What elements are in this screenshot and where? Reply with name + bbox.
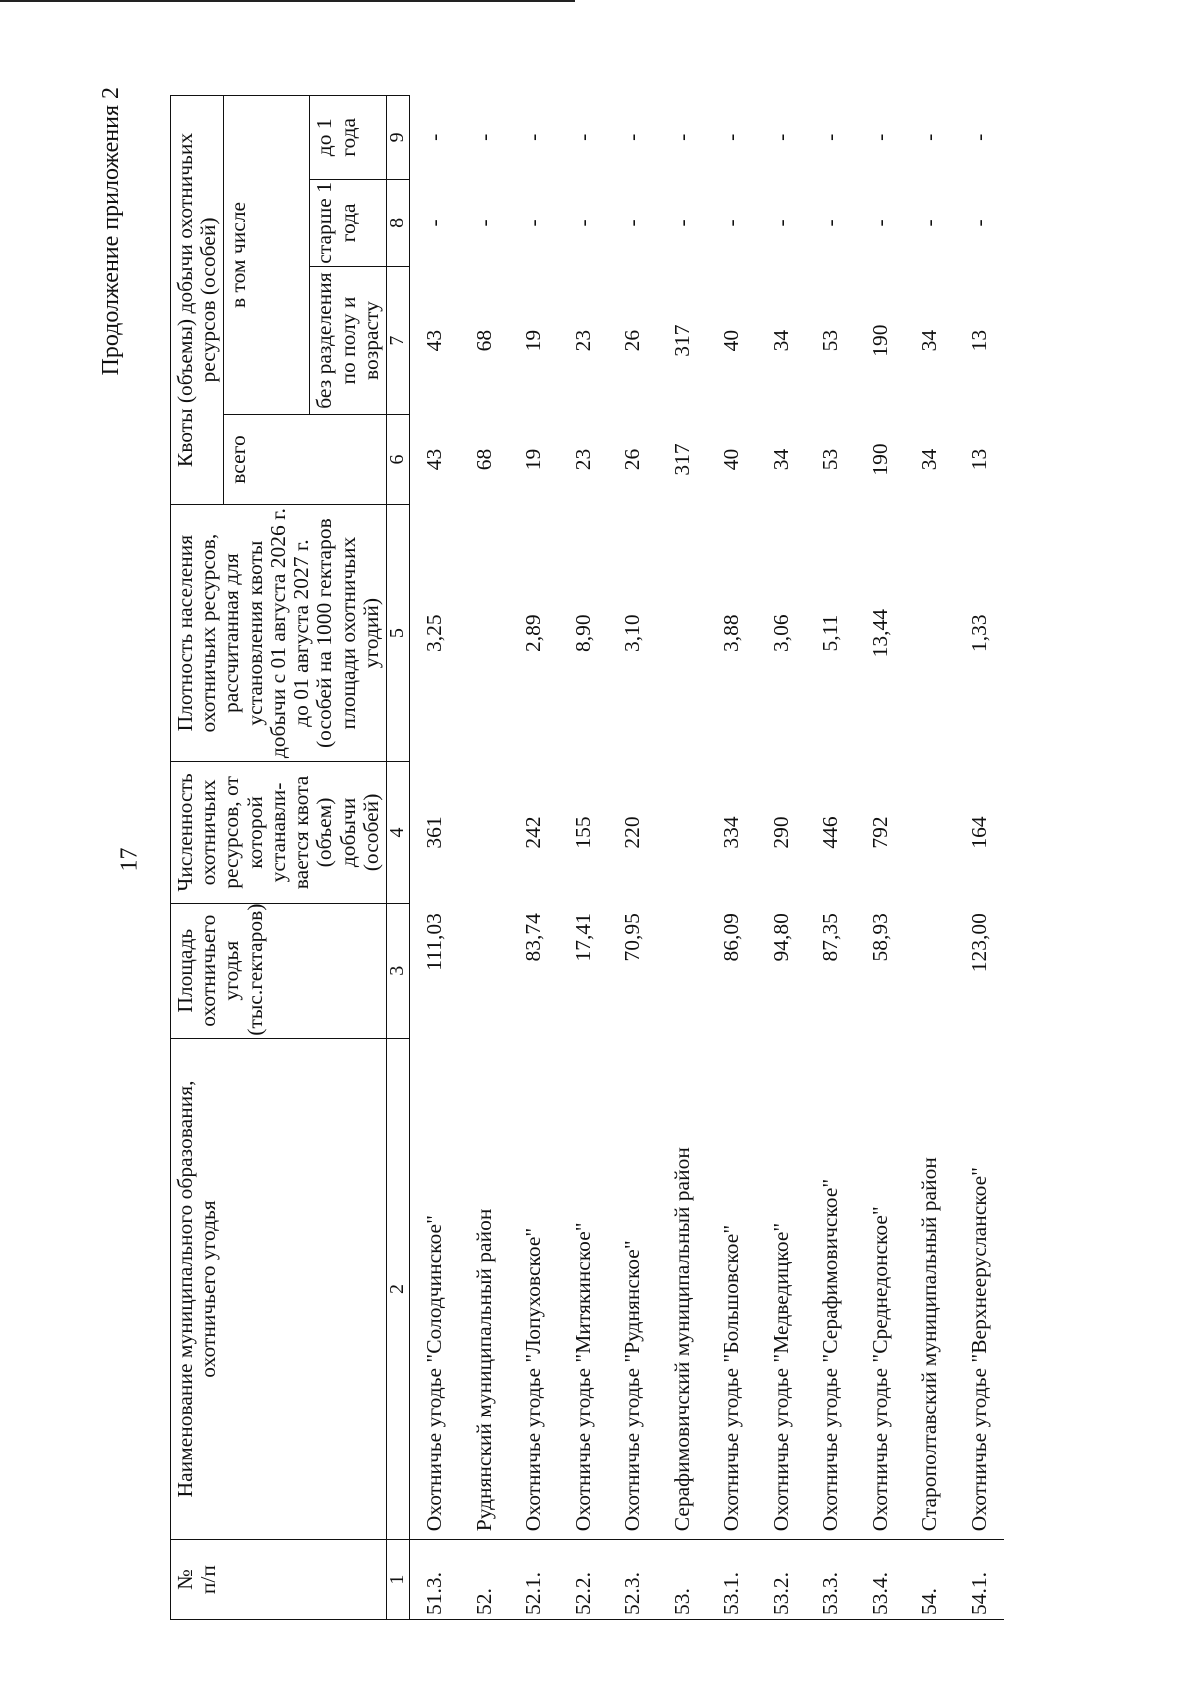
row-no-sex: 190 xyxy=(867,324,892,357)
row-density: 8,90 xyxy=(570,614,595,652)
row-population: 242 xyxy=(521,816,546,849)
row-younger: - xyxy=(669,133,694,141)
col-number: 2 xyxy=(386,1038,409,1540)
rotated-page-content xyxy=(98,87,1200,1620)
header-quota-group: Квоты (объемы) добычи охотничьих ресурсов (особей) xyxy=(171,96,224,505)
row-num: 52.1. xyxy=(509,1540,559,1620)
col-number: 1 xyxy=(386,1540,409,1620)
row-no-sex: 26 xyxy=(620,329,645,352)
row-older: - xyxy=(422,219,447,227)
row-name: Старополтавский муниципальный район xyxy=(917,1157,942,1532)
row-total: 190 xyxy=(867,443,892,476)
header-num: № п/п xyxy=(171,1540,387,1620)
row-no-sex: 40 xyxy=(719,329,744,352)
row-younger: - xyxy=(570,133,595,141)
table-row xyxy=(905,96,955,1620)
row-population: 155 xyxy=(570,816,595,849)
row-num: 54. xyxy=(905,1540,955,1620)
row-no-sex: 43 xyxy=(422,329,447,352)
row-older: - xyxy=(917,219,942,227)
row-area: 83,74 xyxy=(521,913,546,962)
row-area xyxy=(905,903,955,1038)
row-density: 3,10 xyxy=(620,614,645,652)
row-younger: - xyxy=(719,133,744,141)
row-population xyxy=(905,762,955,903)
header-younger: до 1 года xyxy=(310,96,387,180)
header-density: Плотность населения охотничьих ресурсов, рассчитанная для установления квоты добычи с 01 августа 2026 г. до 01 августа 2027 г. (особей на 1000 гектаров площади охотничьих угодий) xyxy=(171,505,387,762)
row-area xyxy=(657,903,707,1038)
table-body xyxy=(409,96,1004,1620)
row-population: 220 xyxy=(620,816,645,849)
row-name: Охотничье угодье "Руднянское" xyxy=(620,1240,645,1532)
col-number: 6 xyxy=(386,415,409,505)
col-number: 3 xyxy=(386,903,409,1038)
page-number: 17 xyxy=(116,847,143,872)
row-area: 111,03 xyxy=(422,913,447,971)
row-name: Охотничье угодье "Большовское" xyxy=(719,1224,744,1532)
col-number: 9 xyxy=(386,96,409,180)
row-name: Охотничье угодье "Лопуховское" xyxy=(521,1227,546,1532)
row-total: 23 xyxy=(570,448,595,471)
row-older: - xyxy=(719,219,744,227)
col-number: 4 xyxy=(386,762,409,903)
row-younger: - xyxy=(768,133,793,141)
row-name: Охотничье угодье "Верхнеерусланское" xyxy=(966,1167,991,1532)
row-name: Охотничье угодье "Митякинское" xyxy=(570,1222,595,1532)
row-name: Охотничье угодье "Серафимовичское" xyxy=(818,1178,843,1532)
row-population: 792 xyxy=(867,816,892,849)
row-no-sex: 34 xyxy=(768,329,793,352)
row-density: 2,89 xyxy=(521,614,546,652)
row-younger: - xyxy=(867,133,892,141)
table-row xyxy=(657,96,707,1620)
row-num: 52.2. xyxy=(558,1540,608,1620)
row-num: 51.3. xyxy=(409,1540,459,1620)
table-row xyxy=(855,96,905,1620)
row-num: 53.4. xyxy=(855,1540,905,1620)
row-total: 34 xyxy=(917,448,942,471)
row-num: 53.3. xyxy=(806,1540,856,1620)
row-no-sex: 19 xyxy=(521,329,546,352)
row-total: 34 xyxy=(768,448,793,471)
row-num: 53. xyxy=(657,1540,707,1620)
table-row xyxy=(806,96,856,1620)
row-older: - xyxy=(620,219,645,227)
row-area: 70,95 xyxy=(620,913,645,962)
row-total: 13 xyxy=(966,448,991,471)
row-younger: - xyxy=(818,133,843,141)
appendix-caption: Продолжение приложения 2 xyxy=(98,87,124,376)
row-population xyxy=(657,762,707,903)
col-number: 7 xyxy=(386,267,409,415)
table-row xyxy=(409,96,459,1620)
row-older: - xyxy=(471,219,496,227)
row-younger: - xyxy=(471,133,496,141)
row-no-sex: 317 xyxy=(669,324,694,357)
header-name: Наименование муниципального образования, охотничьего угодья xyxy=(171,1038,387,1540)
row-older: - xyxy=(966,219,991,227)
row-total: 40 xyxy=(719,448,744,471)
row-no-sex: 13 xyxy=(966,329,991,352)
row-num: 54.1. xyxy=(954,1540,1004,1620)
row-density: 1,33 xyxy=(966,614,991,652)
table-row xyxy=(459,96,509,1620)
row-name: Охотничье угодье "Среднедонское" xyxy=(867,1206,892,1532)
row-no-sex: 68 xyxy=(471,329,496,352)
row-name: Охотничье угодье "Солодчинское" xyxy=(422,1215,447,1532)
row-area: 86,09 xyxy=(719,913,744,962)
row-name: Охотничье угодье "Медведицкое" xyxy=(768,1222,793,1532)
table-row xyxy=(707,96,757,1620)
row-population xyxy=(459,762,509,903)
row-no-sex: 23 xyxy=(570,329,595,352)
table-row xyxy=(608,96,658,1620)
row-density: 3,25 xyxy=(422,614,447,652)
row-total: 317 xyxy=(669,443,694,476)
header-total: всего xyxy=(224,415,387,505)
row-population: 290 xyxy=(768,816,793,849)
row-younger: - xyxy=(966,133,991,141)
row-area: 87,35 xyxy=(818,913,843,962)
row-area: 94,80 xyxy=(768,913,793,962)
row-density: 5,11 xyxy=(818,614,843,652)
table-row xyxy=(954,96,1004,1620)
row-density: 13,44 xyxy=(867,608,892,658)
row-density xyxy=(905,505,955,762)
row-younger: - xyxy=(521,133,546,141)
table-row xyxy=(558,96,608,1620)
row-younger: - xyxy=(620,133,645,141)
row-older: - xyxy=(768,219,793,227)
table-row xyxy=(756,96,806,1620)
row-density xyxy=(657,505,707,762)
row-name: Руднянский муниципальный район xyxy=(471,1208,496,1532)
header-area: Площадь охотничьего угодья (тыс.гектаров) xyxy=(171,903,387,1038)
row-area: 123,00 xyxy=(966,913,991,973)
row-area: 17,41 xyxy=(570,913,595,962)
row-num: 52.3. xyxy=(608,1540,658,1620)
row-older: - xyxy=(570,219,595,227)
row-density: 3,88 xyxy=(719,614,744,652)
row-total: 53 xyxy=(818,448,843,471)
row-no-sex: 34 xyxy=(917,329,942,352)
header-incl: в том числе xyxy=(224,96,310,415)
header-older: старше 1 года xyxy=(310,179,387,266)
row-total: 68 xyxy=(471,448,496,471)
table-row xyxy=(509,96,559,1620)
row-older: - xyxy=(669,219,694,227)
row-area: 58,93 xyxy=(867,913,892,962)
row-younger: - xyxy=(422,133,447,141)
row-population: 164 xyxy=(966,816,991,849)
row-total: 19 xyxy=(521,448,546,471)
row-density xyxy=(459,505,509,762)
row-num: 53.1. xyxy=(707,1540,757,1620)
col-number: 5 xyxy=(386,505,409,762)
row-num: 52. xyxy=(459,1540,509,1620)
row-no-sex: 53 xyxy=(818,329,843,352)
row-younger: - xyxy=(917,133,942,141)
row-density: 3,06 xyxy=(768,614,793,652)
row-population: 446 xyxy=(818,816,843,849)
row-older: - xyxy=(818,219,843,227)
row-older: - xyxy=(867,219,892,227)
top-rule xyxy=(0,0,575,2)
header-no-sex: без разделения по полу и возрасту xyxy=(310,267,387,415)
row-population: 334 xyxy=(719,816,744,849)
row-name: Серафимовичский муниципальный район xyxy=(669,1147,694,1532)
row-num: 53.2. xyxy=(756,1540,806,1620)
row-population: 361 xyxy=(422,816,447,849)
quota-table xyxy=(170,95,1004,1620)
header-population: Численность охотничьих ресурсов, от которой устанавли-вается квота (объем) добычи (особей) xyxy=(171,762,387,903)
row-total: 43 xyxy=(422,448,447,471)
row-area xyxy=(459,903,509,1038)
row-older: - xyxy=(521,219,546,227)
col-number: 8 xyxy=(386,179,409,266)
row-total: 26 xyxy=(620,448,645,471)
